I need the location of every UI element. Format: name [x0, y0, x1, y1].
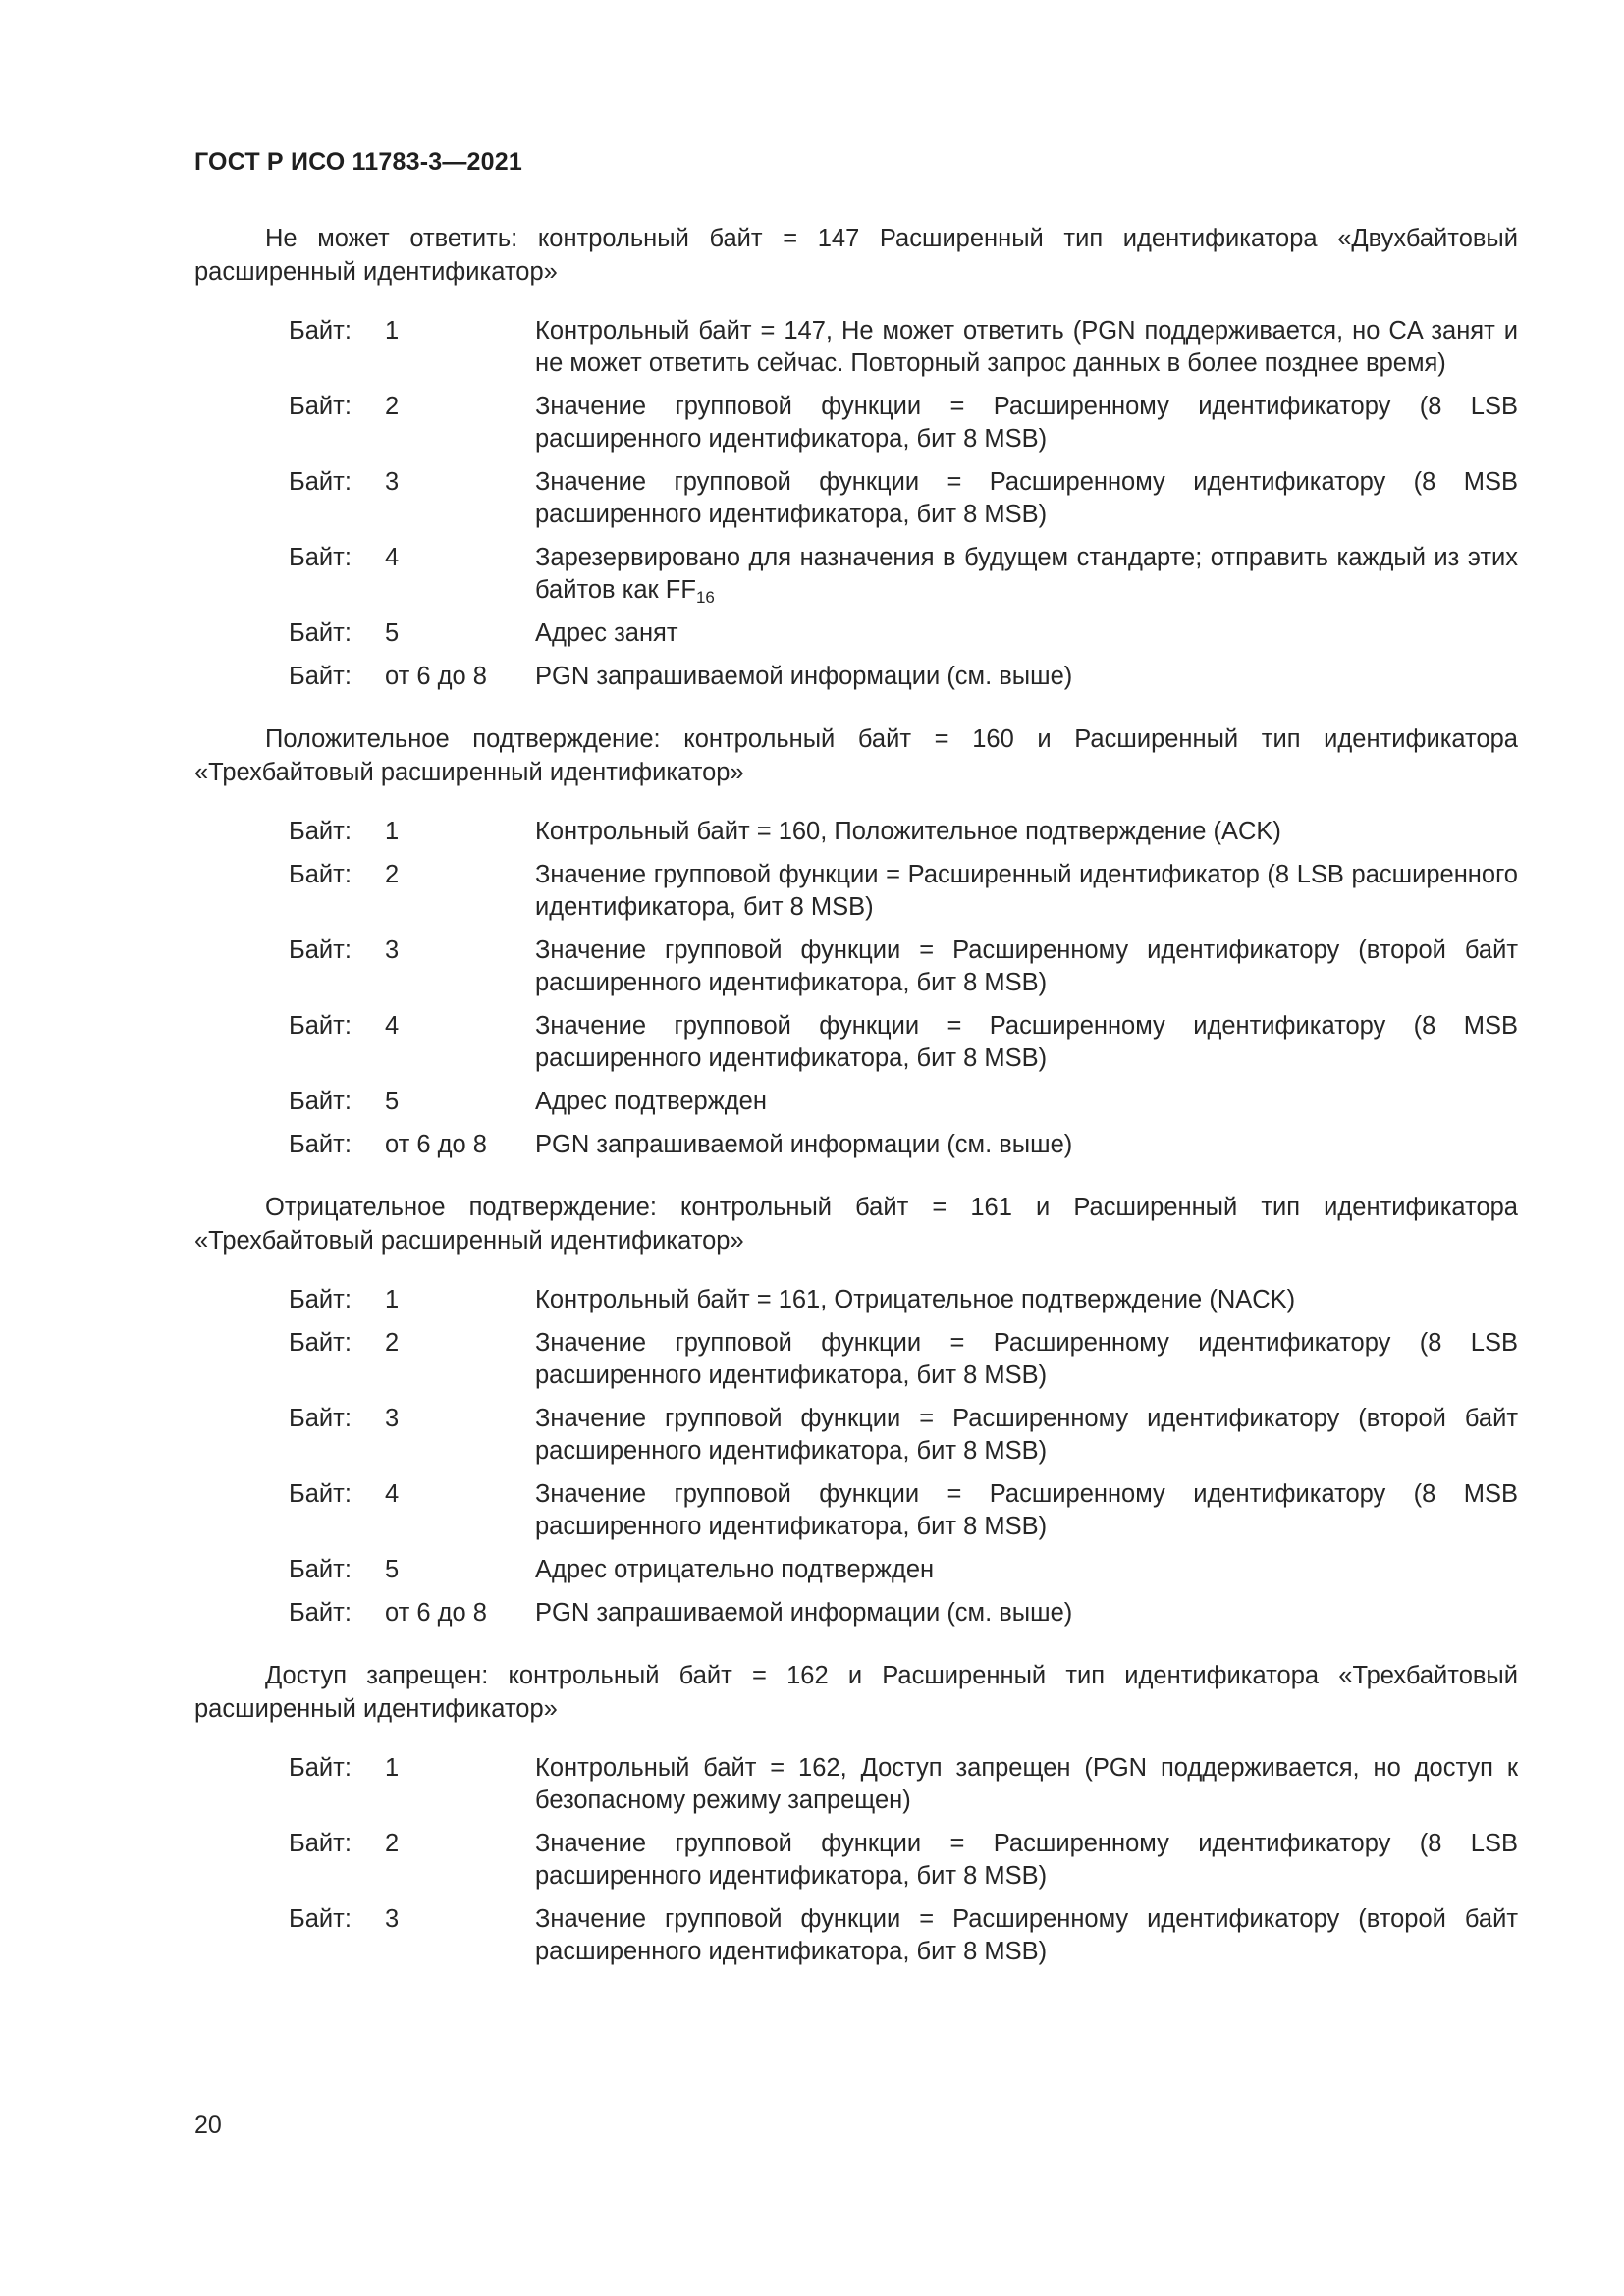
byte-label: Байт: [289, 1754, 352, 1782]
byte-description: Значение групповой функции = Расширенному идентификатору (второй байт расширенного идентификатора, бит 8 MSB) [535, 936, 1518, 996]
byte-row [194, 542, 1518, 607]
byte-description: Значение групповой функции = Расширенному идентификатору (8 MSB расширенного идентификатора, бит 8 MSB) [535, 1012, 1518, 1072]
byte-row [194, 1010, 1518, 1075]
byte-number: 3 [385, 936, 400, 964]
byte-label: Байт: [289, 861, 352, 888]
byte-description: Адрес занят [535, 619, 678, 647]
byte-label: Байт: [289, 936, 352, 964]
byte-number: 1 [385, 317, 400, 345]
byte-description: Контрольный байт = 161, Отрицательное подтверждение (NACK) [535, 1286, 1296, 1313]
byte-row [194, 617, 1518, 650]
byte-row [194, 934, 1518, 999]
section-intro: Доступ запрещен: контрольный байт = 162 и Расширенный тип идентификатора «Трехбайтовый расширенный идентификатор» [194, 1662, 1518, 1723]
byte-row [194, 1284, 1518, 1316]
byte-row [194, 466, 1518, 531]
byte-description: Значение групповой функции = Расширенному идентификатору (8 LSB расширенного идентификатора, бит 8 MSB) [535, 1329, 1518, 1389]
byte-label: Байт: [289, 619, 352, 647]
byte-number: от 6 до 8 [385, 663, 487, 690]
byte-description: Контрольный байт = 160, Положительное подтверждение (ACK) [535, 818, 1281, 845]
byte-number: 1 [385, 1286, 400, 1313]
byte-row [194, 816, 1518, 848]
byte-row [194, 1403, 1518, 1468]
byte-number: 1 [385, 818, 400, 845]
byte-label: Байт: [289, 1131, 352, 1158]
byte-description: Контрольный байт = 162, Доступ запрещен (PGN поддерживается, но доступ к безопасному режиму запрещен) [535, 1754, 1518, 1814]
byte-label: Байт: [289, 317, 352, 345]
byte-row [194, 1327, 1518, 1392]
byte-label: Байт: [289, 663, 352, 690]
byte-number: 4 [385, 544, 400, 571]
document-body [194, 222, 1518, 1998]
byte-label: Байт: [289, 1405, 352, 1432]
byte-label: Байт: [289, 818, 352, 845]
byte-label: Байт: [289, 1012, 352, 1040]
section-intro: Положительное подтверждение: контрольный байт = 160 и Расширенный тип идентификатора «Трехбайтовый расширенный идентификатор» [194, 725, 1518, 786]
byte-description: Значение групповой функции = Расширенному идентификатору (8 MSB расширенного идентификатора, бит 8 MSB) [535, 1480, 1518, 1540]
byte-label: Байт: [289, 1556, 352, 1583]
byte-row [194, 1828, 1518, 1893]
byte-row [194, 1903, 1518, 1968]
byte-label: Байт: [289, 1088, 352, 1115]
byte-description: Адрес отрицательно подтвержден [535, 1556, 935, 1583]
byte-description: Значение групповой функции = Расширенный идентификатор (8 LSB расширенного идентификатора, бит 8 MSB) [535, 861, 1518, 921]
byte-row [194, 315, 1518, 380]
byte-label: Байт: [289, 1905, 352, 1933]
page-number: 20 [194, 2111, 222, 2139]
byte-label: Байт: [289, 544, 352, 571]
byte-number: 3 [385, 1905, 400, 1933]
byte-number: 3 [385, 1405, 400, 1432]
section-access-denied [194, 1659, 1518, 1968]
byte-row [194, 391, 1518, 455]
byte-description: PGN запрашиваемой информации (см. выше) [535, 1131, 1073, 1158]
byte-description: Значение групповой функции = Расширенному идентификатору (8 LSB расширенного идентификатора, бит 8 MSB) [535, 393, 1518, 453]
section-positive-ack [194, 722, 1518, 1161]
byte-row [194, 859, 1518, 924]
byte-row [194, 661, 1518, 693]
byte-number: 5 [385, 1088, 400, 1115]
document-header: ГОСТ Р ИСО 11783-3—2021 [194, 148, 522, 176]
byte-label: Байт: [289, 393, 352, 420]
byte-number: 2 [385, 1329, 400, 1357]
section-intro: Отрицательное подтверждение: контрольный байт = 161 и Расширенный тип идентификатора «Трехбайтовый расширенный идентификатор» [194, 1194, 1518, 1255]
byte-label: Байт: [289, 1599, 352, 1627]
byte-label: Байт: [289, 1329, 352, 1357]
byte-description [535, 542, 1518, 607]
byte-description: Значение групповой функции = Расширенному идентификатору (второй байт расширенного идентификатора, бит 8 MSB) [535, 1405, 1518, 1465]
byte-row [194, 1478, 1518, 1543]
hex-subscript: 16 [695, 588, 715, 607]
byte-description: Значение групповой функции = Расширенному идентификатору (8 MSB расширенного идентификатора, бит 8 MSB) [535, 468, 1518, 528]
byte-number: 5 [385, 619, 400, 647]
byte-number: 5 [385, 1556, 400, 1583]
section-cannot-respond [194, 222, 1518, 693]
byte-number: 1 [385, 1754, 400, 1782]
byte-label: Байт: [289, 1830, 352, 1857]
byte-row [194, 1597, 1518, 1629]
byte-description-text: Зарезервировано для назначения в будущем стандарте; отправить каждый из этих байтов как FF [535, 544, 1518, 604]
byte-number: 4 [385, 1012, 400, 1040]
byte-description: PGN запрашиваемой информации (см. выше) [535, 1599, 1073, 1627]
byte-row [194, 1554, 1518, 1586]
byte-number: от 6 до 8 [385, 1131, 487, 1158]
byte-number: 2 [385, 1830, 400, 1857]
byte-number: 2 [385, 393, 400, 420]
byte-row [194, 1129, 1518, 1161]
byte-row [194, 1086, 1518, 1118]
section-intro: Не может ответить: контрольный байт = 147 Расширенный тип идентификатора «Двухбайтовый расширенный идентификатор» [194, 225, 1518, 286]
byte-description: PGN запрашиваемой информации (см. выше) [535, 663, 1073, 690]
byte-description: Адрес подтвержден [535, 1088, 767, 1115]
byte-number: 4 [385, 1480, 400, 1508]
byte-label: Байт: [289, 1286, 352, 1313]
byte-description: Контрольный байт = 147, Не может ответить (PGN поддерживается, но CA занят и не может ответить сейчас. Повторный запрос данных в более позднее время) [535, 317, 1518, 377]
byte-number: 3 [385, 468, 400, 496]
byte-number: 2 [385, 861, 400, 888]
byte-description: Значение групповой функции = Расширенному идентификатору (8 LSB расширенного идентификатора, бит 8 MSB) [535, 1830, 1518, 1890]
byte-row [194, 1752, 1518, 1817]
byte-number: от 6 до 8 [385, 1599, 487, 1627]
byte-label: Байт: [289, 1480, 352, 1508]
byte-description: Значение групповой функции = Расширенному идентификатору (второй байт расширенного идентификатора, бит 8 MSB) [535, 1905, 1518, 1965]
section-negative-ack [194, 1191, 1518, 1629]
byte-label: Байт: [289, 468, 352, 496]
